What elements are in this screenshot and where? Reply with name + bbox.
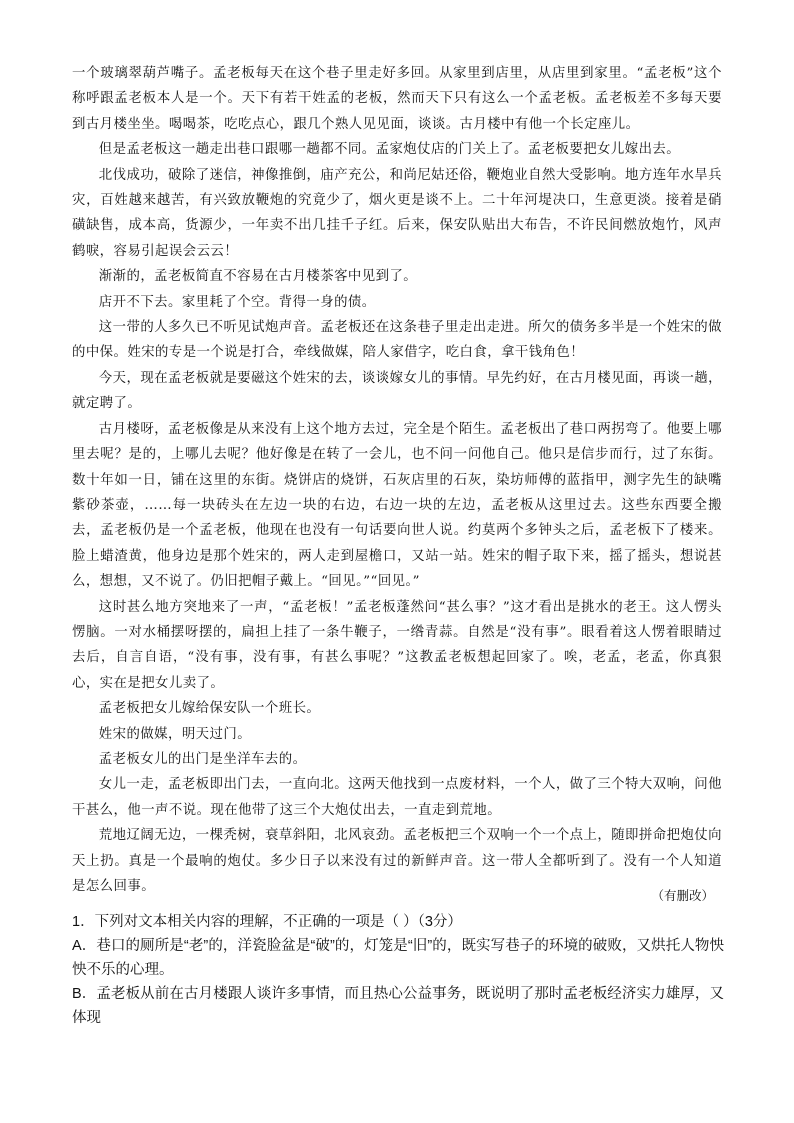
option-b: B．孟老板从前在古月楼跟人谈许多事情，而且热心公益事务，既说明了那时孟老板经济实力雄厚，又体现 — [72, 986, 724, 1026]
story-paragraph: 这时甚么地方突地来了一声，“孟老板！”孟老板蓬然问“甚么事？”这才看出是挑水的老王。这人愣头愣脑。一对水桶摆呀摆的，扁担上挂了一条牛鞭子，一绺青蒜。自然是“没有事”。眼看着这人愣着眼睛过去后，自言自语，“没有事，没有事，有甚么事呢？”这教孟老板想起回家了。唉，老孟，老孟，你真狠心，实在是把女儿卖了。 — [72, 599, 722, 691]
story-paragraph: 这一带的人多久已不听见试炮声音。孟老板还在这条巷子里走出走进。所欠的债务多半是一个姓宋的做的中保。姓宋的专是一个说是打合，牵线做媒，陪人家借字，吃白食，拿干钱角色！ — [72, 320, 722, 361]
option-a: A．巷口的厕所是“老”的，洋瓷脸盆是“破”的，灯笼是“旧”的，既实写巷子的环境的破败，又烘托人物怏怏不乐的心理。 — [72, 938, 724, 978]
question-stem: 1．下列对文本相关内容的理解，不正确的一项是（ ）（3分） — [72, 914, 462, 930]
story-paragraph: 姓宋的做媒，明天过门。 — [98, 726, 252, 742]
story-paragraph: 但是孟老板这一趟走出巷口跟哪一趟都不同。孟家炮仗店的门关上了。孟老板要把女儿嫁出去。 — [98, 142, 681, 158]
source-note: （有删改） — [651, 888, 714, 903]
story-paragraph: 古月楼呀，孟老板像是从来没有上这个地方去过，完全是个陌生。孟老板出了巷口两拐弯了。他要上哪里去呢？是的，上哪儿去呢？他好像是在转了一会儿，也不问一问他自己。他只是信步而行，过了东街。数十年如一日，铺在这里的东街。烧饼店的烧饼，石灰店里的石灰，染坊师傅的蓝指甲，测字先生的缺嘴紫砂茶壶，……每一块砖头在左边一块的右边，右边一块的左边，孟老板从这里过去。这些东西要全搬去，孟老板仍是一个孟老板，他现在也没有一句话要向世人说。约莫两个多钟头之后，孟老板下了楼来。脸上蜡渣黄，他身边是那个姓宋的，两人走到屋檐口，又站一站。姓宋的帽子取下来，摇了摇头，想说甚么，想想，又不说了。仍旧把帽子戴上。“回见。”“回见。” — [72, 421, 722, 590]
story-paragraph: 孟老板把女儿嫁给保安队一个班长。 — [98, 701, 321, 717]
story-paragraph: 孟老板女儿的出门是坐洋车去的。 — [98, 751, 307, 767]
story-paragraph: 北伐成功，破除了迷信，神像推倒，庙产充公，和尚尼姑还俗，鞭炮业自然大受影响。地方连年水旱兵灾，百姓越来越苦，有兴致放鞭炮的究竟少了，烟火更是谈不上。二十年河堤决口，生意更淡。接着是硝磺缺售，成本高，货源少，一年卖不出几挂千子红。后来，保安队贴出大布告，不许民间燃放炮竹，风声鹤唳，容易引起误会云云！ — [72, 167, 722, 259]
story-paragraph: 一个玻璃翠葫芦嘴子。孟老板每天在这个巷子里走好多回。从家里到店里，从店里到家里。“孟老板”这个称呼跟孟老板本人是一个。天下有若干姓孟的老板，然而天下只有这么一个孟老板。孟老板差不多每天要到古月楼坐坐。喝喝茶，吃吃点心，跟几个熟人见见面，谈谈。古月楼中有他一个长定座儿。 — [72, 66, 722, 132]
story-paragraph: 荒地辽阔无边，一棵秃树，衰草斜阳，北风哀劲。孟老板把三个双响一个一个点上，随即拼命把炮仗向天上扔。真是一个最响的炮仗。多少日子以来没有过的新鲜声音。这一带人全都听到了。没有一个人知道是怎么回事。 — [72, 828, 722, 894]
story-paragraph: 女儿一走，孟老板即出门去，一直向北。这两天他找到一点废材料，一个人，做了三个特大双响，问他干甚么，他一声不说。现在他带了这三个大炮仗出去，一直走到荒地。 — [72, 777, 722, 818]
story-paragraph: 渐渐的，孟老板简直不容易在古月楼茶客中见到了。 — [98, 269, 418, 285]
story-paragraph: 店开不下去。家里耗了个空。背得一身的债。 — [98, 294, 376, 310]
story-paragraph: 今天，现在孟老板就是要磁这个姓宋的去，谈谈嫁女儿的事情。早先约好，在古月楼见面，再谈一趟，就定聘了。 — [72, 370, 722, 412]
question-section — [72, 910, 724, 1030]
story-text — [72, 61, 722, 899]
